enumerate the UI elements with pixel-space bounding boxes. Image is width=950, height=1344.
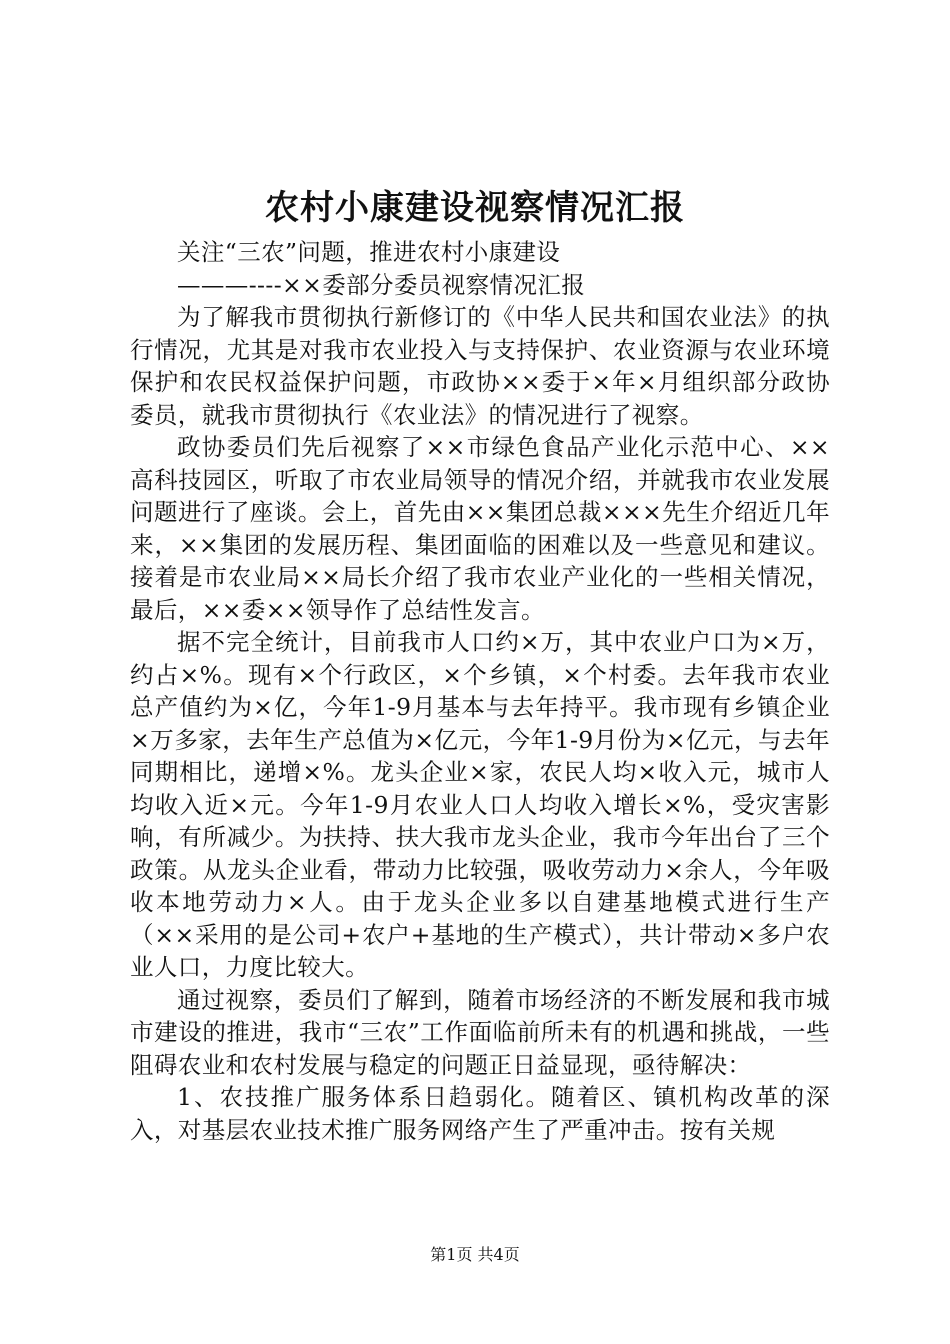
document-subtitle: 关注“三农”问题，推进农村小康建设 <box>177 238 561 266</box>
body-paragraph: 通过视察，委员们了解到，随着市场经济的不断发展和我市城市建设的推进，我市“三农”工作面临前所未有的机遇和挑战，一些阻碍农业和农村发展与稳定的问题正日益显现，亟待解决： <box>130 985 830 1079</box>
body-paragraph: 政协委员们先后视察了××市绿色食品产业化示范中心、××高科技园区，听取了市农业局领导的情况介绍，并就我市农业发展问题进行了座谈。会上，首先由××集团总裁×××先生介绍近几年来，××集团的发展历程、集团面临的困难以及一些意见和建议。接着是市农业局××局长介绍了我市农业产业化的一些相关情况，最后，××委××领导作了总结性发言。 <box>130 433 830 624</box>
body-paragraph: 1、农技推广服务体系日趋弱化。随着区、镇机构改革的深入，对基层农业技术推广服务网络产生了严重冲击。按有关规 <box>130 1083 830 1144</box>
body-paragraph: 据不完全统计，目前我市人口约×万，其中农业户口为×万，约占×%。现有×个行政区，×个乡镇，×个村委。去年我市农业总产值约为×亿，今年1-9月基本与去年持平。我市现有乡镇企业×万多家，去年生产总值为×亿元，今年1-9月份为×亿元，与去年同期相比，递增×%。龙头企业×家，农民人均×收入元，城市人均收入近×元。今年1-9月农业人口人均收入增长×%，受灾害影响，有所减少。为扶持、扶大我市龙头企业，我市今年出台了三个政策。从龙头企业看，带动力比较强，吸收劳动力×余人，今年吸收本地劳动力×人。由于龙头企业多以自建基地模式进行生产（××采用的是公司+农户+基地的生产模式），共计带动×多户农业人口，力度比较大。 <box>130 628 830 981</box>
document-byline: ———----××委部分委员视察情况汇报 <box>177 270 586 299</box>
document-title: 农村小康建设视察情况汇报 <box>265 188 685 228</box>
document-body <box>130 236 830 1146</box>
page-number-footer: 第1页 共4页 <box>430 1245 520 1264</box>
body-paragraph: 为了解我市贯彻执行新修订的《中华人民共和国农业法》的执行情况，尤其是对我市农业投入与支持保护、农业资源与农业环境保护和农民权益保护问题，市政协××委于×年×月组织部分政协委员，就我市贯彻执行《农业法》的情况进行了视察。 <box>130 303 830 429</box>
